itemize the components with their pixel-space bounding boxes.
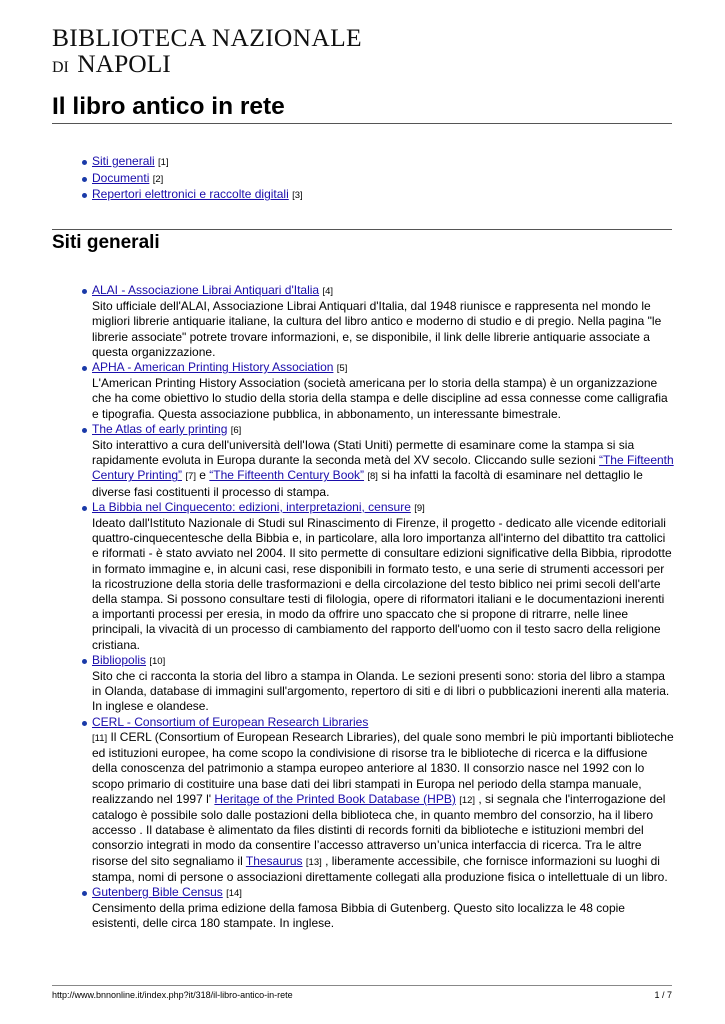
toc-link-documenti[interactable]: Documenti xyxy=(92,170,150,185)
toc-ref: [2] xyxy=(152,173,164,185)
ref-number: [10] xyxy=(149,655,166,667)
toc-ref: [3] xyxy=(292,190,303,202)
page-number: 1 / 7 xyxy=(654,990,672,1000)
link-bibliopolis[interactable]: Bibliopolis xyxy=(92,652,147,667)
desc-text: Il CERL (Consortium of European Research Libraries), del quale sono membri le più importanti biblioteche ed istituzioni europee, ha come scopo la condivisione di risorse tra le biblioteche di ricerca e la diffusione della conoscenza del patrimonio a stampa europeo anteriore al 1830. Il consorzio nasce nel 1992 con lo scopo primario di costituire una base dati dei libri stampati in Europa nel periodo della stampa manuale, realizzando nel 1997 l' xyxy=(92,729,674,806)
link-gutenberg[interactable]: Gutenberg Bible Census xyxy=(92,884,223,899)
bullet-icon xyxy=(82,366,87,371)
bullet-icon xyxy=(82,289,87,294)
list-item xyxy=(74,500,674,653)
desc-text: si ha infatti la facoltà di esaminare nel dettaglio le diverse fasi costituenti il processo di stampa. xyxy=(92,468,643,499)
bullet-icon xyxy=(82,891,87,896)
ref-number: [7] xyxy=(185,471,196,483)
ref-number: [13] xyxy=(305,856,322,868)
link-fifteenth-century-book[interactable]: “The Fifteenth Century Book” xyxy=(209,468,365,483)
entry-description: Censimento della prima edizione della famosa Bibbia di Gutenberg. Questo sito localizza le 48 copie esistenti, delle circa 180 stampate. In inglese. xyxy=(92,901,625,931)
entry-description: Sito ufficiale dell'ALAI, Associazione Librai Antiquari d'Italia, dal 1948 riunisce e rappresenta nel mondo le migliori librerie antiquarie italiane, la cultura del libro antico e moderno di studio e di pregio. Nella pagina "le librerie associate" potrete trovare informazioni, e, se disponibile, il link delle librerie antiquarie associate a questa organizzazione. xyxy=(92,299,662,359)
logo-line-2 xyxy=(52,51,362,81)
bullet-icon xyxy=(82,160,87,165)
section-title: Siti generali xyxy=(52,232,160,253)
bullet-icon xyxy=(82,193,87,198)
entry-description xyxy=(92,730,674,885)
ref-number: [4] xyxy=(322,286,333,297)
list-item xyxy=(74,653,674,715)
title-rule xyxy=(52,123,672,124)
site-list xyxy=(74,283,674,932)
entry-description: Ideato dall'Istituto Nazionale di Studi sul Rinascimento di Firenze, il progetto - dedicato alle vicende editoriali quattro-cinquecentesche della Bibbia e, in particolare, alla loro importanza all'interno del dibattito tra cattolici e riformati - è stato avviato nel 2004. Il sito permette di consultare edizioni significative della Bibbia, riprodotte in formato immagine e, in alcuni casi, rese disponibili in formato testo, e una serie di strumenti accessori per la ricostruzione della storia delle trasformazioni e della circolazione del testo biblico nei primi secoli dell'arte della stampa. Si possono consultare testi di filologia, opere di riformatori italiani e le documentazioni inerenti a importanti processi per eresia, in modo da offrire uno spaccato che si propone di ritrarre, nelle linee principali, la vivacità di un processo di cambiamento del rapporto dell'uomo con il testo sacro della religione cristiana. xyxy=(92,516,672,652)
bullet-icon xyxy=(82,506,87,511)
desc-text: Sito interattivo a cura dell'università dell'Iowa (Stati Uniti) permette di esaminare come la stampa si sia rapidamente evoluta in Europa durante la seconda metà del XV secolo. Cliccando sulle sezioni xyxy=(92,438,635,468)
library-logo xyxy=(52,25,362,81)
list-item xyxy=(74,360,674,422)
toc-item xyxy=(74,187,303,204)
logo-line-1: BIBLIOTECA NAZIONALE xyxy=(52,23,362,52)
toc-item xyxy=(74,154,303,171)
list-item xyxy=(74,715,674,885)
logo-di: DI xyxy=(52,59,69,76)
ref-number: [11] xyxy=(92,732,108,744)
link-atlas[interactable]: The Atlas of early printing xyxy=(92,421,228,436)
entry-description xyxy=(92,438,674,500)
bullet-icon xyxy=(82,659,87,664)
entry-description: Sito che ci racconta la storia del libro a stampa in Olanda. Le sezioni presenti sono: storia del libro a stampa in Olanda, database di immagini sull'argomento, repertoro di siti e di libri o pubblicazioni inerenti alla materia. In inglese e olandese. xyxy=(92,669,670,714)
list-item xyxy=(74,283,674,360)
desc-text: e xyxy=(195,468,210,483)
entry-description: L'American Printing History Association (società americana per lo storia della stampa) è un organizzazione che ha come obiettivo lo studio della storia della stampa e delle discipline ad essa connesse come calligrafia e tipografia. Questa associazione pubblica, in abbonamento, un interessante bimestrale. xyxy=(92,376,668,421)
bullet-icon xyxy=(82,721,87,726)
ref-number: [14] xyxy=(226,887,242,899)
ref-number: [12] xyxy=(459,794,476,806)
bullet-icon xyxy=(82,428,87,433)
page-footer xyxy=(52,985,672,1000)
ref-number: [8] xyxy=(367,471,378,483)
toc-link-repertori[interactable]: Repertori elettronici e raccolte digitali xyxy=(92,187,289,202)
link-thesaurus[interactable]: Thesaurus xyxy=(245,853,303,868)
logo-napoli: NAPOLI xyxy=(77,49,171,78)
toc-item xyxy=(74,171,303,188)
desc-text: , liberamente accessibile, che fornisce informazioni su luoghi di stampa, nomi di persone o associazioni direttamente collegati alla produzione fisica o intellettuale di un libro. xyxy=(92,853,668,884)
link-cerl[interactable]: CERL - Consortium of European Research Libraries xyxy=(92,714,369,729)
link-apha[interactable]: APHA - American Printing History Association xyxy=(92,360,334,375)
list-item xyxy=(74,422,674,500)
desc-text: , si segnala che l'interrogazione del catalogo è possibile solo dalle postazioni della biblioteca che, in quanto membro del consorzio, ha il libero accesso . Il database è alimentato da files distinti di records forniti da biblioteche e istituzioni membri del consorzio integrati in modo da consentire l’accesso attraverso un’unica interfaccia di ricerca. Tra le altre risorse del sito segnaliamo il xyxy=(92,791,666,868)
link-bibbia-cinquecento[interactable]: La Bibbia nel Cinquecento: edizioni, interpretazioni, censure xyxy=(92,499,411,514)
section-rule xyxy=(52,229,672,230)
ref-number: [9] xyxy=(414,502,425,514)
link-alai[interactable]: ALAI - Associazione Librai Antiquari d'Italia xyxy=(92,283,320,297)
link-fifteenth-century-printing[interactable]: “The Fifteenth Century Printing” xyxy=(92,453,674,483)
toc-link-siti-generali[interactable]: Siti generali xyxy=(92,154,155,168)
bullet-icon xyxy=(82,177,87,182)
table-of-contents xyxy=(74,154,303,204)
footer-url: http://www.bnnonline.it/index.php?it/318/il-libro-antico-in-rete xyxy=(52,990,293,1000)
list-item xyxy=(74,885,674,932)
page-title: Il libro antico in rete xyxy=(52,93,285,120)
ref-number: [5] xyxy=(336,363,348,375)
link-hpb-database[interactable]: Heritage of the Printed Book Database (HPB) xyxy=(214,791,456,806)
ref-number: [6] xyxy=(230,424,242,436)
toc-ref: [1] xyxy=(158,157,169,168)
